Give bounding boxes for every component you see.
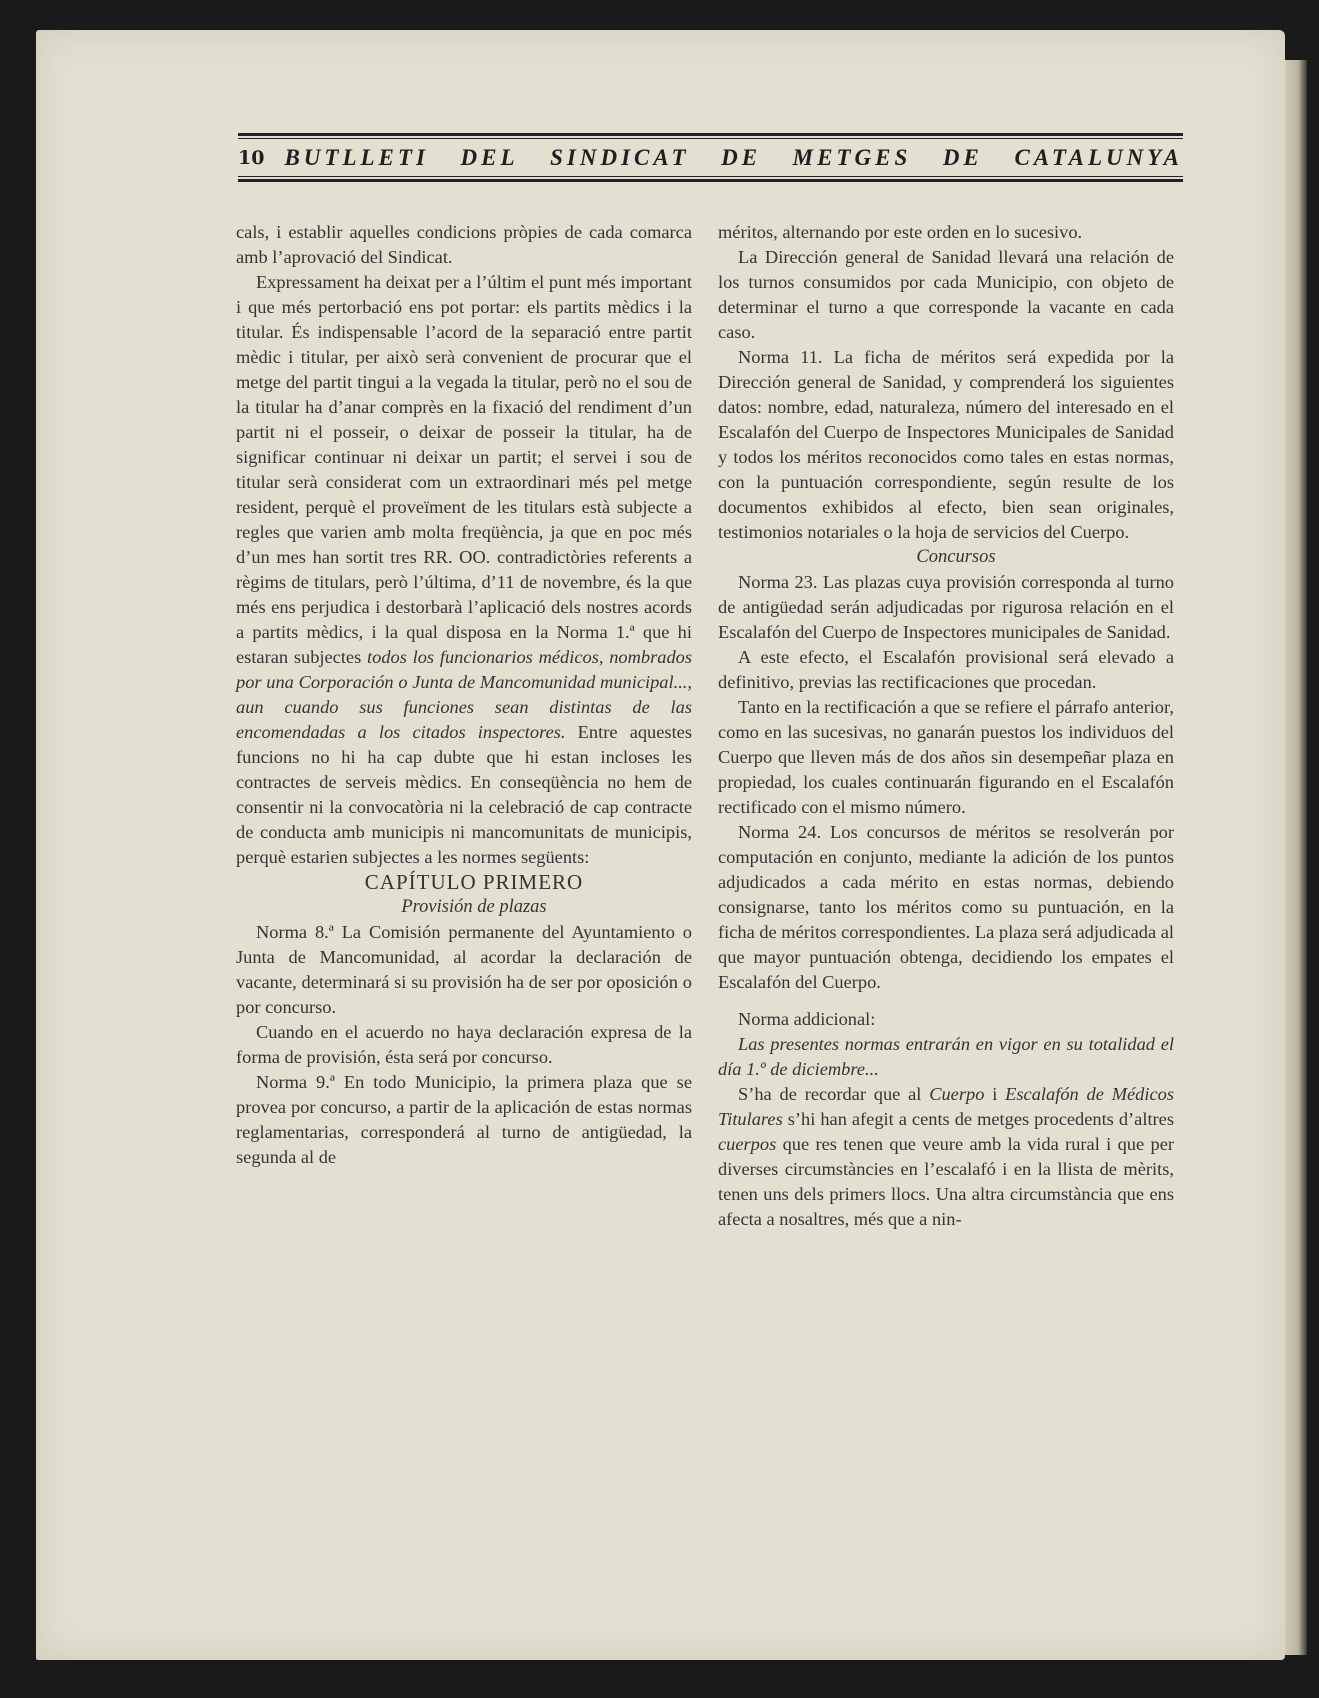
- section-title: Concursos: [916, 547, 996, 567]
- emphasis: cuerpos: [718, 1134, 777, 1154]
- page-edge: [1285, 60, 1307, 1655]
- paragraph: Norma 24. Los concursos de méritos se resolverán por computación en conjunto, mediante la adición de los puntos adjudicados a cada mérito en estas normas, debiendo consignarse, tanto los méritos como su puntuación, en la ficha de méritos correspondientes. La plaza será adjudicada al que mayor puntuación obtenga, decidiendo los empates el Escalafón del Cuerpo.: [718, 822, 1174, 992]
- emphasis: Escalafón de Médicos Titulares: [718, 1084, 1174, 1129]
- header-rule-bottom-thin: [238, 176, 1183, 177]
- quoted-norm: Las presentes normas entrarán en vigor en su totalidad el día 1.º de diciembre...: [718, 1034, 1174, 1079]
- title-word: METGES: [792, 145, 912, 170]
- title-word: DE: [721, 145, 762, 170]
- header-rule-bottom: [238, 179, 1183, 182]
- paragraph-italic: [718, 1032, 1174, 1082]
- paragraph: [236, 270, 692, 870]
- paragraph-text: s’hi han afegit a cents de metges procedents d’altres: [782, 1109, 1174, 1129]
- paragraph: Norma 9.ª En todo Municipio, la primera plaza que se provea por concurso, a partir de la aplicación de estas normas reglamentarias, corresponderá al turno de antigüedad, la segunda al de: [236, 1072, 692, 1167]
- title-word: SINDICAT: [550, 145, 690, 170]
- paragraph-text: Expressament ha deixat per a l’últim el punt més important i que més pertorbació ens pot portar: els partits mèdics i la titular. És indispensable l’acord de la separació entre partit mèdic i titular, per això serà convenient de procurar que el metge del partit tingui a la vegada la titular, però no el sou de la titular ha d’anar comprès en la fixació del rendiment d’un partit ni el posseir, o deixar de posseir la titular, ha de significar continuar ni deixar un partit; el servei i sou de titular serà considerat com un extraordinari més pel metge resident, perquè el proveïment de les titulars està subjecte a regles que varien amb molta freqüència, ja que en poc més d’un mes han sortit tres RR. OO. contradictòries referents a règims de titulars, però l’última, d’11 de novembre, és la que més ens perjudica i destorbarà l’aplicació dels nostres acords a partits mèdics, i la qual disposa en la Norma 1.ª que hi estaran subjectes: [236, 272, 692, 667]
- paragraph: La Dirección general de Sanidad llevará una relación de los turnos consumidos por cada Municipio, con objeto de determinar el turno a que corresponde la vacante en cada caso.: [718, 247, 1174, 342]
- paragraph: A este efecto, el Escalafón provisional será elevado a definitivo, previas las rectificaciones que procedan.: [718, 647, 1174, 692]
- paragraph-text: Entre aquestes funcions no hi ha cap dubte que hi estan incloses les contractes de serveis mèdics. En conseqüència no hem de consentir ni la convocatòria ni la celebració de cap contracte de conducta amb municipis ni mancomunitats de municipis, perquè estarien subjectes a les normes següents:: [236, 722, 692, 867]
- paragraph: Norma 23. Las plazas cuya provisión corresponda al turno de antigüedad serán adjudicadas por rigurosa relación en el Escalafón del Cuerpo de Inspectores municipales de Sanidad.: [718, 572, 1174, 642]
- left-column: [236, 220, 692, 1170]
- running-header: [238, 141, 1183, 175]
- emphasis: Cuerpo: [929, 1084, 985, 1104]
- right-column: [718, 220, 1174, 1232]
- title-word: DE: [942, 145, 983, 170]
- title-word: CATALUNYA: [1014, 145, 1183, 170]
- paragraph: méritos, alternando por este orden en lo sucesivo.: [718, 222, 1083, 242]
- paragraph: Cuando en el acuerdo no haya declaración expresa de la forma de provisión, ésta será por concurso.: [236, 1022, 692, 1067]
- paragraph-text: i: [984, 1084, 1006, 1104]
- running-title: [284, 145, 1183, 171]
- paragraph-text: S’ha de recordar que al: [738, 1084, 930, 1104]
- paragraph: Norma 11. La ficha de méritos será expedida por la Dirección general de Sanidad, y comprenderá los siguientes datos: nombre, edad, naturaleza, número del interesado en el Escalafón del Cuerpo de Inspectores Municipales de Sanidad y todos los méritos reconocidos como tales en estas normas, con la puntuación correspondiente, según resulte de los documentos exhibidos al efecto, bien sean originales, testimonios notariales o la hoja de servicios del Cuerpo.: [718, 347, 1174, 542]
- paragraph: Norma addicional:: [738, 1009, 876, 1029]
- chapter-title: CAPÍTULO PRIMERO: [364, 870, 584, 894]
- header-rule-top-thin: [238, 138, 1183, 139]
- header-rule-top: [238, 133, 1183, 136]
- paragraph: [718, 1082, 1174, 1232]
- spacer: [718, 995, 1174, 1007]
- page-number: 10: [238, 147, 265, 169]
- title-word: BUTLLETI: [284, 145, 429, 170]
- chapter-subtitle: Provisión de plazas: [401, 897, 547, 917]
- paragraph: cals, i establir aquelles condicions pròpies de cada comarca amb l’aprovació del Sindicat.: [236, 222, 692, 267]
- paragraph: Tanto en la rectificación a que se refiere el párrafo anterior, como en las sucesivas, no ganarán puestos los individuos del Cuerpo que lleven más de dos años sin desempeñar plaza en propiedad, los cuales continuarán figurando en el Escalafón rectificado con el mismo número.: [718, 697, 1174, 817]
- paragraph: Norma 8.ª La Comisión permanente del Ayuntamiento o Junta de Mancomunidad, al acordar la declaración de vacante, determinará si su provisión ha de ser por oposición o por concurso.: [236, 922, 692, 1017]
- title-word: DEL: [460, 145, 519, 170]
- quoted-norm: todos los funcionarios médicos, nombrados por una Corporación o Junta de Mancomunidad municipal..., aun cuando sus funciones sean distintas de las encomendadas a los citados inspectores.: [236, 647, 692, 742]
- paragraph-text: que res tenen que veure amb la vida rural i que per diverses circumstàncies en l’escalafó i en la llista de mèrits, tenen uns dels primers llocs. Una altra circumstància que ens afecta a nosaltres, més que a nin-: [718, 1134, 1174, 1229]
